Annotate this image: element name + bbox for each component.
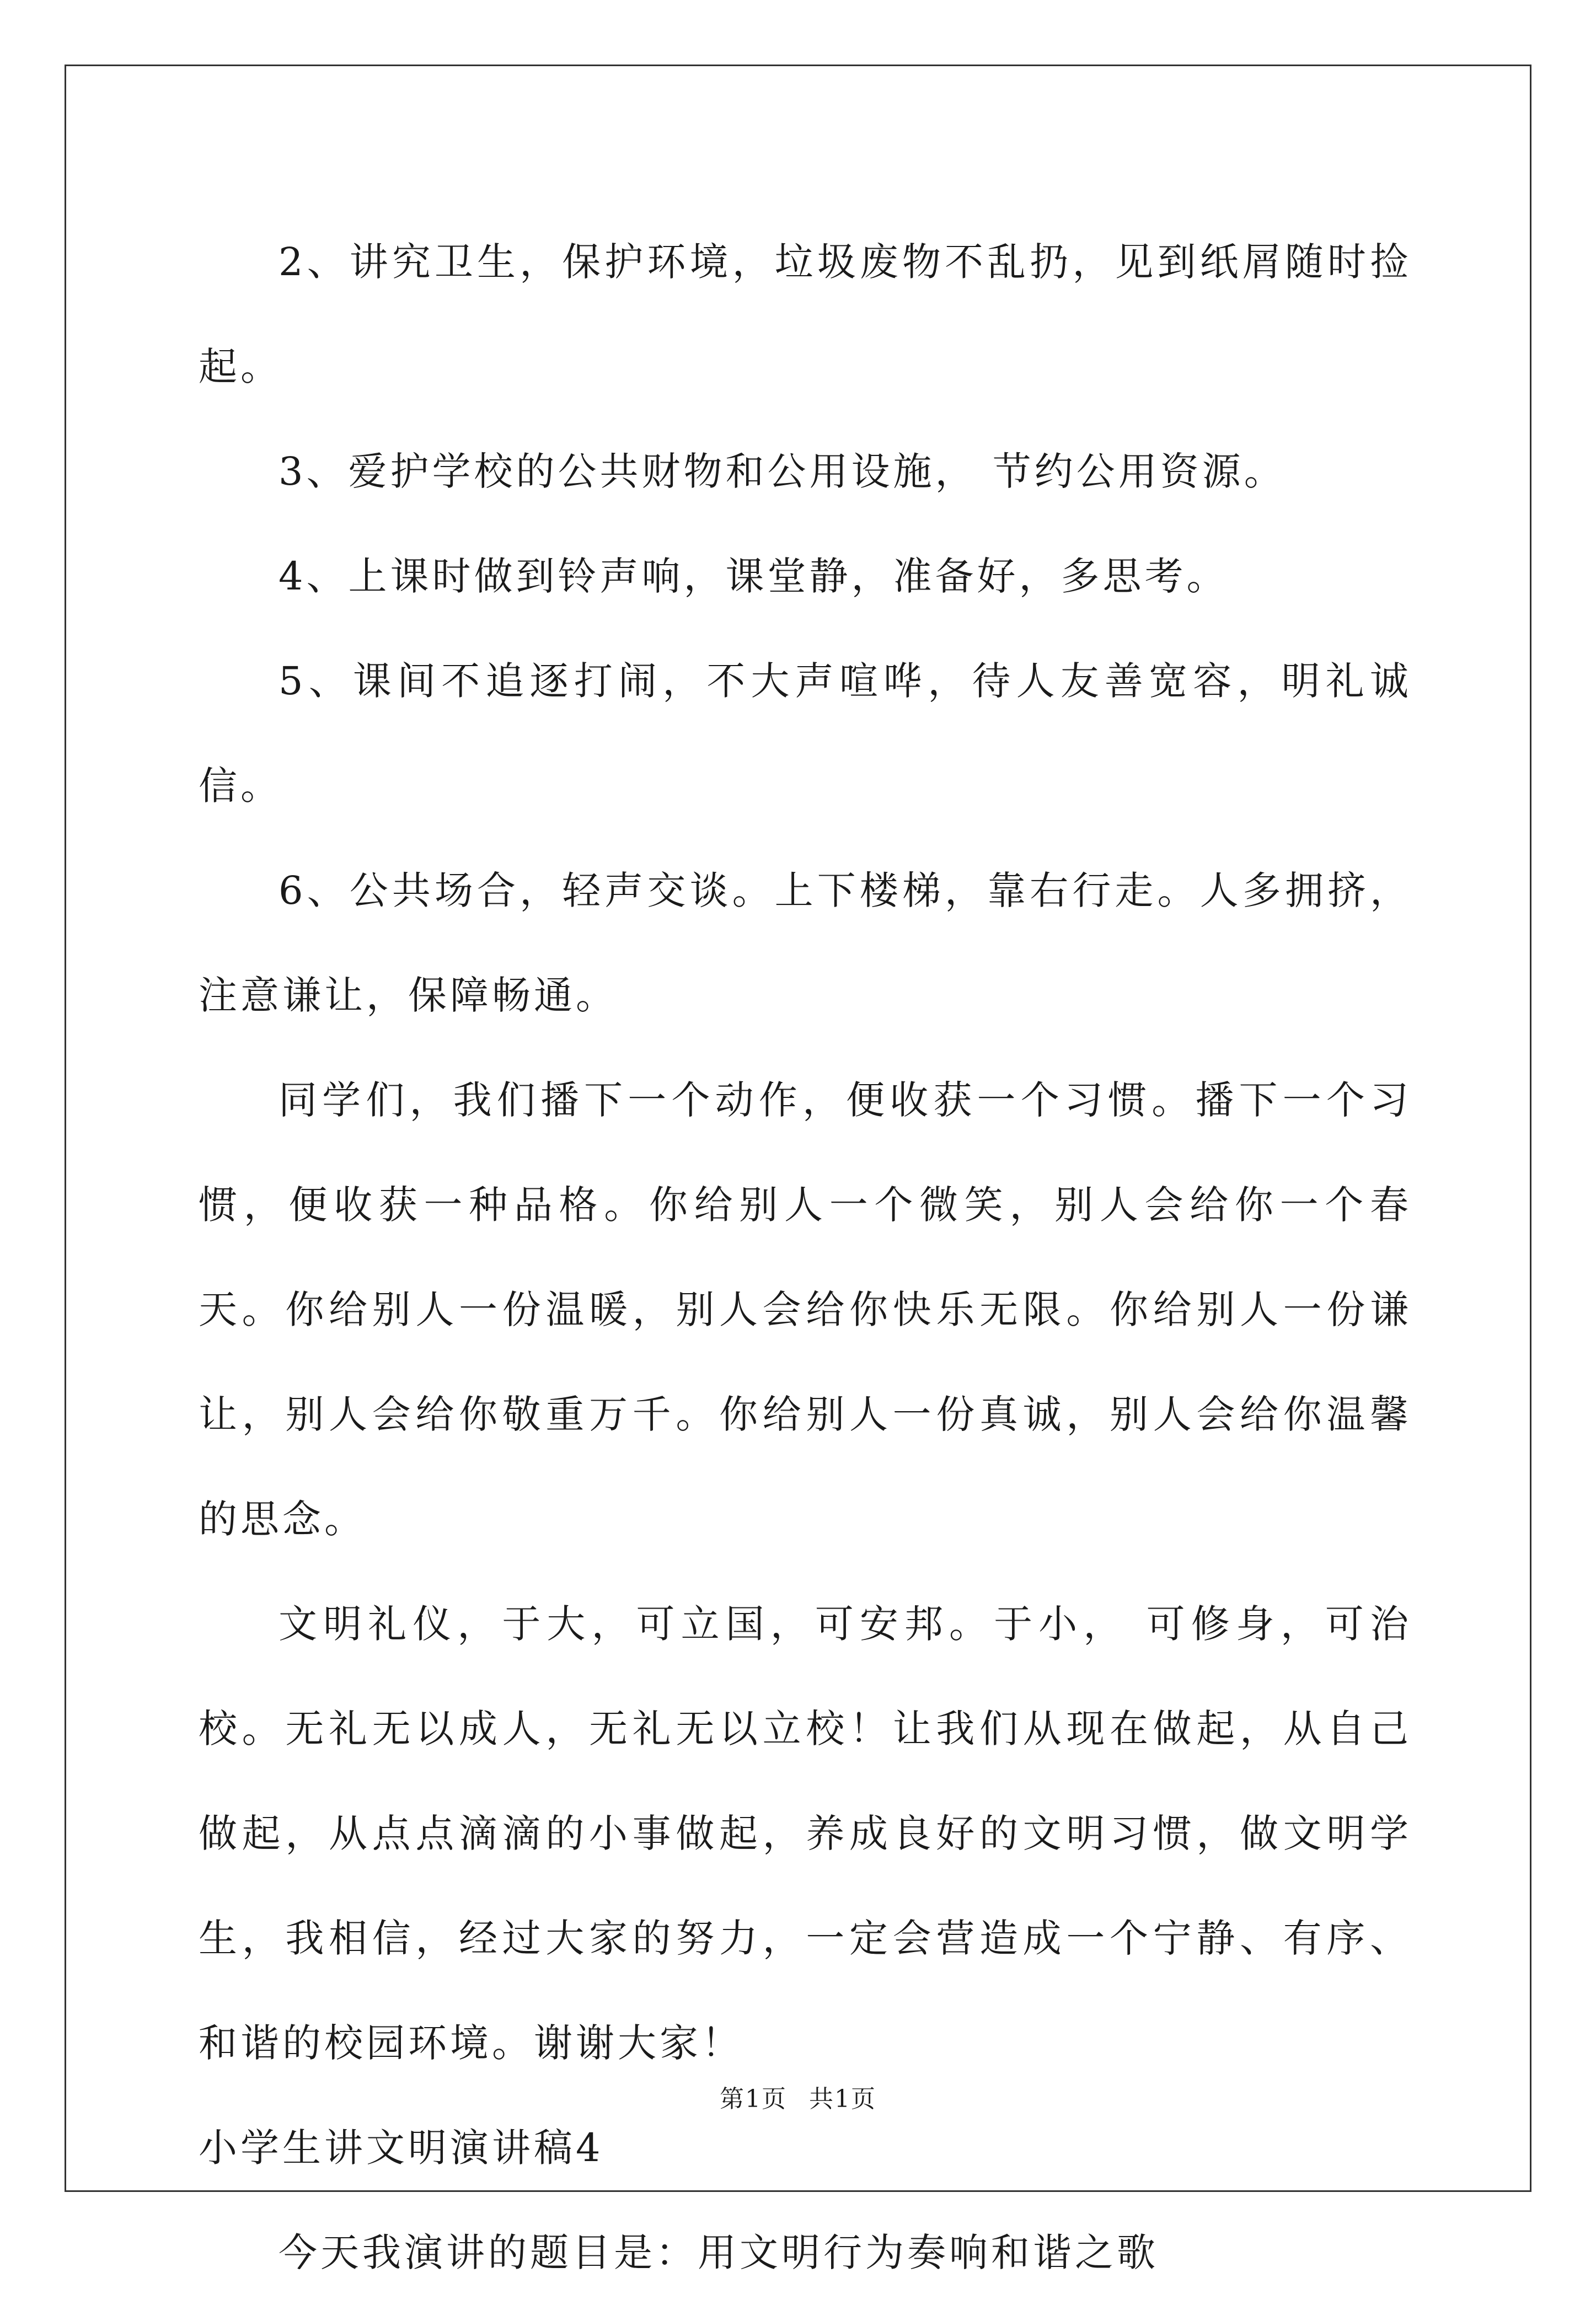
paragraph-habits: 同学们，我们播下一个动作，便收获一个习惯。播下一个习惯，便收获一种品格。你给别人一个微笑，别人会给你一个春天。你给别人一份温暖，别人会给你快乐无限。你给别人一份谦让，别人会给你敬重万千。你给别人一份真诚，别人会给你温馨的思念。	[199, 1078, 1412, 1542]
paragraph-intro: 今天我演讲的题目是：用文明行为奏响和谐之歌	[279, 2230, 1159, 2275]
section-heading: 小学生讲文明演讲稿4	[199, 2125, 604, 2170]
page-number-current: 第1页	[720, 2085, 787, 2113]
page-footer	[0, 2079, 1596, 2114]
paragraph-rule-4: 4、上课时做到铃声响，课堂静，准备好，多思考。	[279, 554, 1229, 599]
paragraph-rule-5: 5、课间不追逐打闹，不大声喧哗，待人友善宽容，明礼诚信。	[199, 658, 1412, 808]
paragraph-rule-6: 6、公共场合，轻声交谈。上下楼梯，靠右行走。人多拥挤，注意谦让，保障畅通。	[199, 868, 1412, 1018]
paragraph-rule-2: 2、讲究卫生，保护环境，垃圾废物不乱扔，见到纸屑随时捡起。	[199, 239, 1412, 389]
paragraph-closing: 文明礼仪，于大，可立国，可安邦。于小， 可修身，可治校。无礼无以成人，无礼无以立校！让我们从现在做起，从自己做起，从点点滴滴的小事做起，养成良好的文明习惯，做文明学生，我相信，经过大家的努力，一定会营造成一个宁静、有序、和谐的校园环境。谢谢大家！	[199, 1601, 1412, 2066]
page-number-total: 共1页	[809, 2085, 876, 2113]
paragraph-rule-3: 3、爱护学校的公共财物和公用设施， 节约公用资源。	[279, 449, 1286, 494]
document-body	[199, 210, 1412, 2305]
